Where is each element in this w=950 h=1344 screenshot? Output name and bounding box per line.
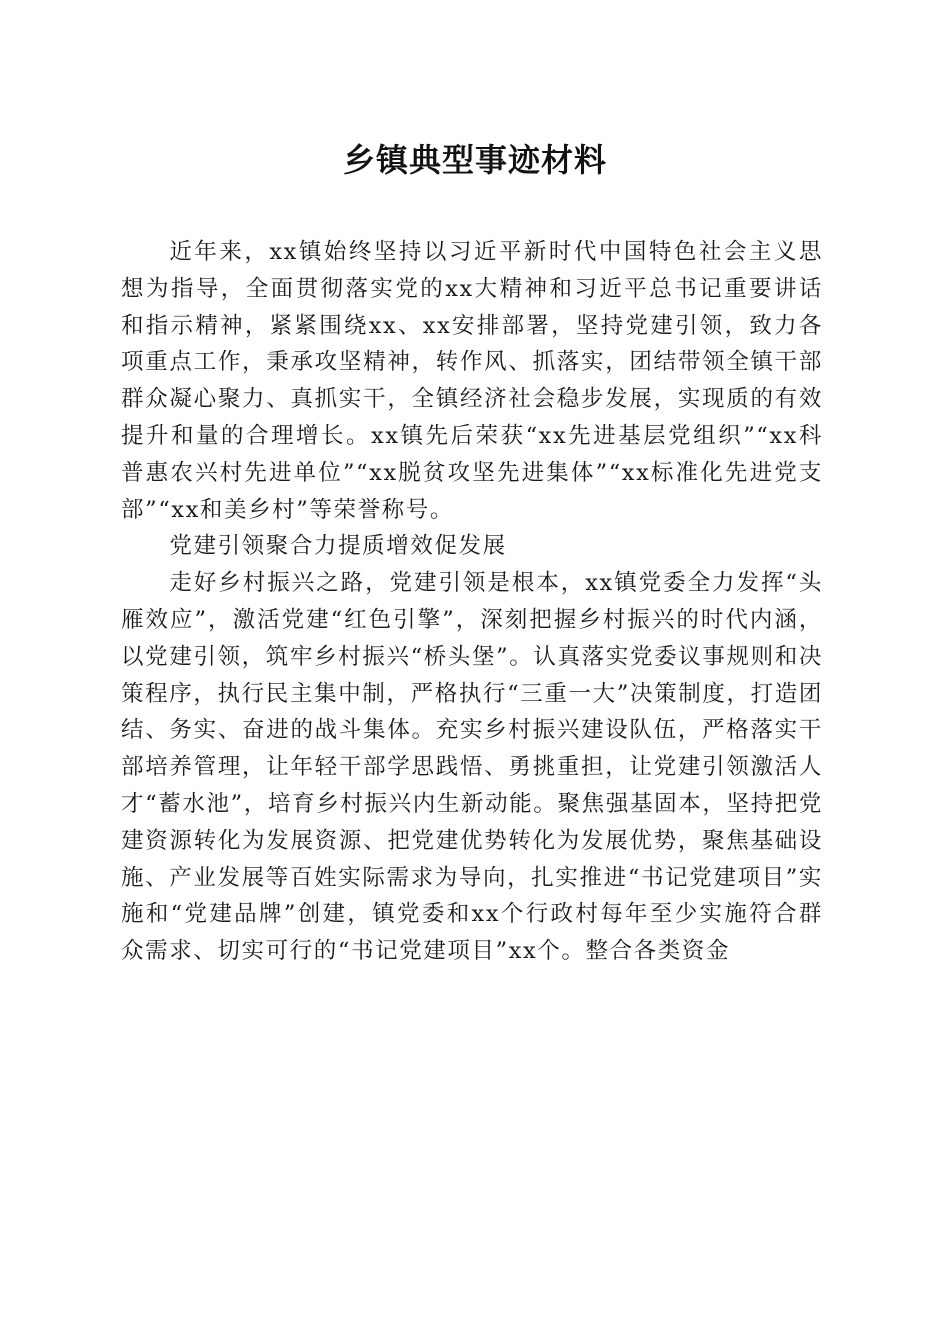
document-title: 乡镇典型事迹材料 — [342, 141, 607, 179]
body-paragraph: 走好乡村振兴之路，党建引领是根本，xx镇党委全力发挥“头雁效应”，激活党建“红色引擎”，深刻把握乡村振兴的时代内涵，以党建引领，筑牢乡村振兴“桥头堡”。认真落实党委议事规则和决策程序，执行民主集中制，严格执行“三重一大”决策制度，打造团结、务实、奋进的战斗集体。充实乡村振兴建设队伍，严格落实干部培养管理，让年轻干部学思践悟、勇挑重担，让党建引领激活人才“蓄水池”，培育乡村振兴内生新动能。聚焦强基固本，坚持把党建资源转化为发展资源、把党建优势转化为发展优势，聚焦基础设施、产业发展等百姓实际需求为导向，扎实推进“书记党建项目”实施和“党建品牌”创建，镇党委和xx个行政村每年至少实施符合群众需求、切实可行的“书记党建项目”xx个。整合各类资金 — [121, 570, 823, 965]
section-heading: 党建引领聚合力提质增效促发展 — [169, 533, 507, 560]
intro-paragraph: 近年来，xx镇始终坚持以习近平新时代中国特色社会主义思想为指导，全面贯彻落实党的xx大精神和习近平总书记重要讲话和指示精神，紧紧围绕xx、xx安排部署，坚持党建引领，致力各项重点工作，秉承攻坚精神，转作风、抓落实，团结带领全镇干部群众凝心聚力、真抓实干，全镇经济社会稳步发展，实现质的有效提升和量的合理增长。xx镇先后荣获“xx先进基层党组织”“xx科普惠农兴村先进单位”“xx脱贫攻坚先进集体”“xx标准化先进党支部”“xx和美乡村”等荣誉称号。 — [121, 239, 823, 523]
document-body — [121, 234, 823, 970]
